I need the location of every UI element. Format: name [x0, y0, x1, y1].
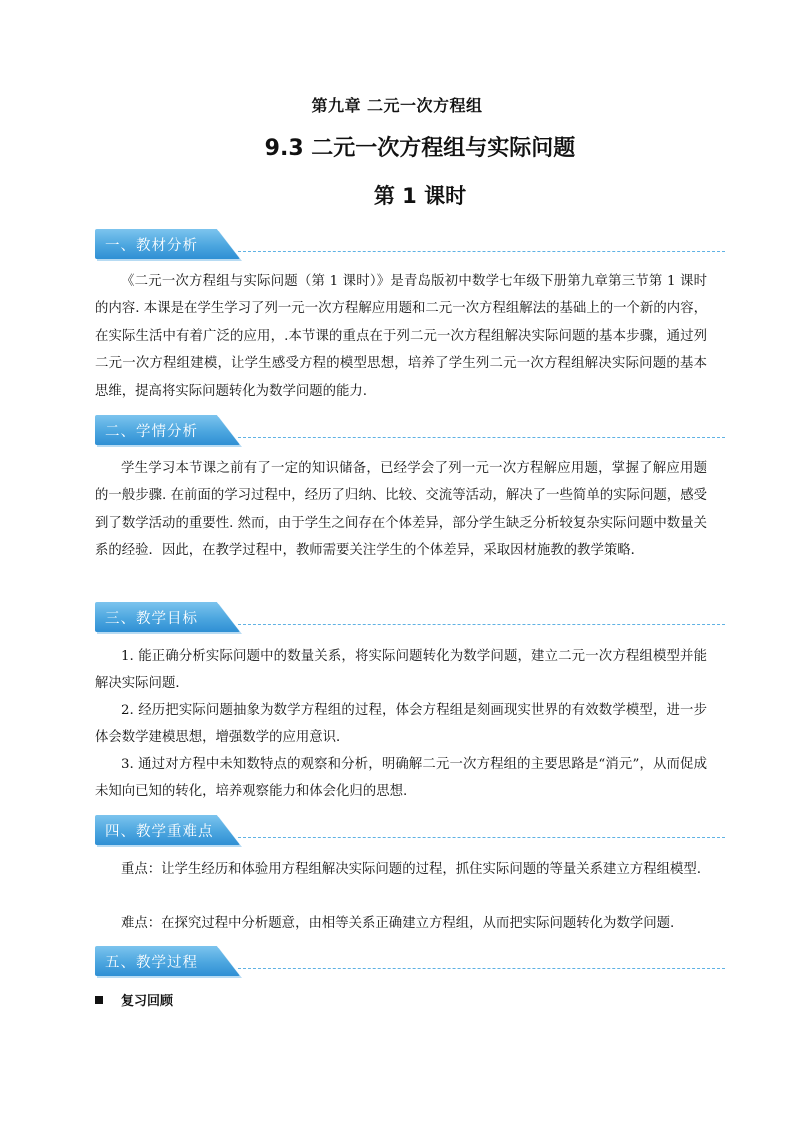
goal-item-2: 2. 经历把实际问题抽象为数学方程组的过程，体会方程组是刻画现实世界的有效数学模型，进一步体会数学建模思想，增强数学的应用意识． [95, 703, 707, 745]
section-header-teaching-goals [95, 602, 725, 636]
section-header-teaching-process [95, 946, 725, 980]
difficulty-paragraph: 难点：在探究过程中分析题意，由相等关系正确建立方程组，从而把实际问题转化为数学问题. [121, 916, 675, 931]
key-point-paragraph: 重点：让学生经历和体验用方程组解决实际问题的过程，抓住实际问题的等量关系建立方程组模型. [121, 862, 702, 877]
dashed-divider [238, 968, 725, 969]
section-label: 四、教学重难点 [105, 824, 214, 840]
dashed-divider [238, 251, 725, 252]
lesson-title: 第 1 课时 [373, 184, 467, 208]
paragraph-textbook-analysis: 《二元一次方程组与实际问题（第 1 课时）》是青岛版初中数学七年级下册第九章第三节第 1 课时的内容. 本课是在学生学习了列一元一次方程解应用题和二元一次方程组解法的基础上的一个新的内容，在实际生活中有着广泛的应用，.本节课的重点在于列二元一次方程组解决实际问题的基本步骤，通过列二元一次方程组建模，让学生感受方程的模型思想，培养了学生列二元一次方程组解决实际问题的基本思维，提高将实际问题转化为数学问题的能力. [95, 274, 707, 399]
goal-item-1: 1. 能正确分析实际问题中的数量关系，将实际问题转化为数学问题，建立二元一次方程组模型并能解决实际问题． [95, 649, 707, 691]
section-header-textbook-analysis [95, 229, 725, 263]
review-heading [95, 990, 173, 1009]
section-label: 一、教材分析 [105, 238, 198, 254]
goal-item-3: 3. 通过对方程中未知数特点的观察和分析，明确解二元一次方程组的主要思路是“消元”，从而促成未知向已知的转化，培养观察能力和体会化归的思想. [95, 757, 707, 799]
dashed-divider [238, 624, 725, 625]
square-bullet-icon [95, 996, 103, 1004]
chapter-title: 第九章 二元一次方程组 [311, 96, 483, 115]
section-label: 三、教学目标 [105, 611, 198, 627]
paragraph-student-analysis: 学生学习本节课之前有了一定的知识储备，已经学会了列一元一次方程解应用题，掌握了解应用题的一般步骤. 在前面的学习过程中，经历了归纳、比较、交流等活动，解决了一些简单的实际问题，感受到了数学活动的重要性. 然而，由于学生之间存在个体差异，部分学生缺乏分析较复杂实际问题中数量关系的经验．因此，在教学过程中，教师需要关注学生的个体差异，采取因材施教的教学策略． [95, 461, 707, 559]
section-header-key-points [95, 815, 725, 849]
section-label: 五、教学过程 [105, 955, 198, 971]
review-label: 复习回顾 [121, 994, 174, 1009]
dashed-divider [238, 837, 725, 838]
section-header-student-analysis [95, 415, 725, 449]
section-label: 二、学情分析 [105, 424, 198, 440]
section-title: 9.3 二元一次方程组与实际问题 [264, 136, 576, 161]
dashed-divider [238, 437, 725, 438]
